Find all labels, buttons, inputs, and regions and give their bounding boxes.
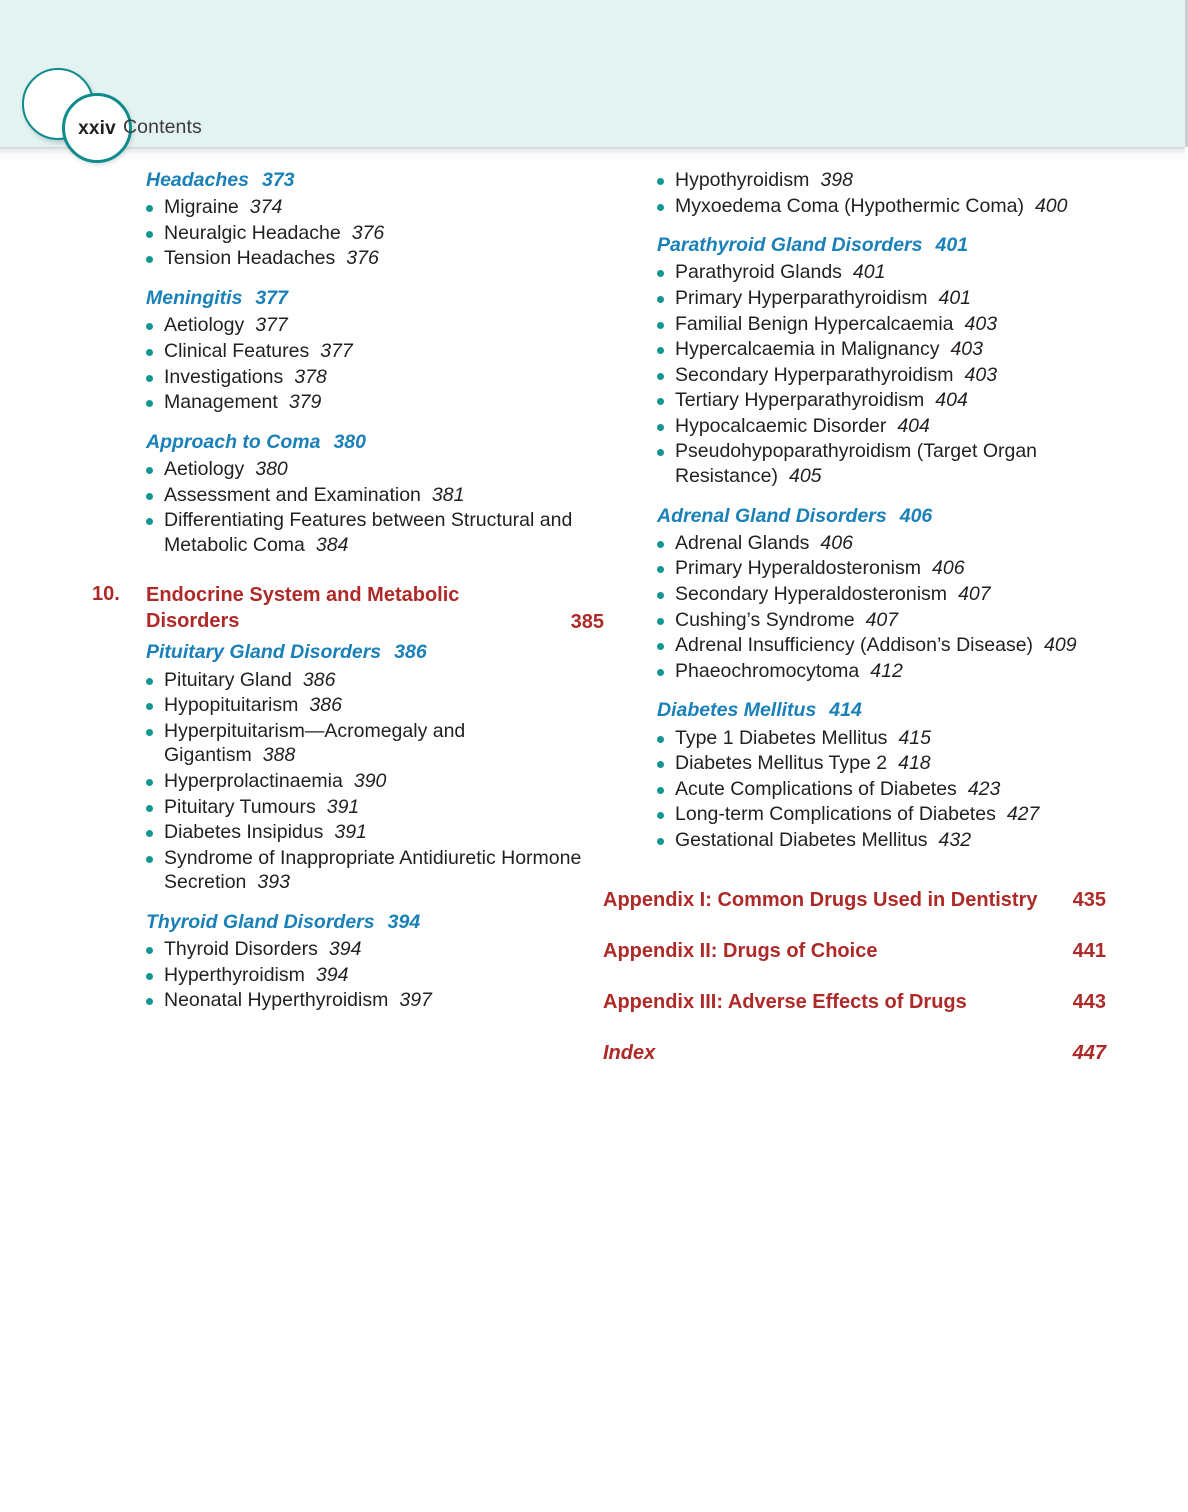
toc-entry-page: 397 — [399, 989, 432, 1012]
index-entry[interactable] — [603, 1041, 1106, 1065]
bullet-icon — [146, 678, 153, 685]
toc-entry-label: Secondary Hyperparathyroidism — [675, 363, 954, 386]
group-items — [603, 531, 1106, 683]
bullet-icon — [146, 998, 153, 1005]
toc-entry[interactable] — [92, 988, 592, 1013]
group-heading — [92, 430, 592, 455]
bullet-icon — [657, 270, 664, 277]
toc-entry-label: Hypopituitarism — [164, 694, 299, 717]
bullet-icon — [657, 761, 664, 768]
toc-entry[interactable] — [603, 168, 1106, 193]
folio-number: xxiv — [78, 117, 116, 139]
toc-entry-label: Tension Headaches — [164, 247, 336, 270]
toc-entry[interactable] — [92, 365, 592, 390]
toc-entry-page: 432 — [938, 828, 972, 851]
toc-entry-label: Thyroid Disorders — [164, 938, 318, 961]
toc-entry-page: 390 — [353, 770, 387, 792]
bullet-icon — [657, 541, 664, 548]
toc-entry-label: Primary Hyperparathyroidism — [675, 287, 928, 310]
group-heading — [603, 233, 1106, 258]
bullet-icon — [146, 518, 153, 525]
toc-entry-page: 403 — [950, 338, 983, 361]
group-heading-label: Approach to Coma — [146, 430, 321, 453]
toc-entry-page: 412 — [870, 659, 903, 682]
toc-entry-page: 401 — [852, 261, 886, 284]
toc-entry[interactable] — [92, 246, 592, 271]
toc-entry[interactable] — [603, 260, 1106, 285]
toc-entry[interactable] — [92, 390, 592, 415]
group-heading-label: Diabetes Mellitus — [657, 699, 817, 722]
toc-entry[interactable] — [603, 337, 1106, 362]
toc-entry-page: 406 — [932, 557, 965, 580]
toc-entry[interactable] — [92, 846, 592, 895]
group-items — [92, 668, 592, 895]
group-heading — [603, 504, 1106, 529]
group-heading-page: 386 — [394, 641, 427, 664]
toc-entry-label: Diabetes Mellitus Type 2 — [675, 752, 888, 775]
toc-entry-label: Pituitary Tumours — [164, 795, 316, 818]
toc-entry-page: 376 — [346, 247, 379, 270]
toc-entry-label: Hyperprolactinaemia — [164, 770, 343, 792]
group-heading-page: 406 — [899, 504, 933, 527]
bullet-icon — [146, 256, 153, 263]
bullet-icon — [146, 856, 153, 863]
toc-entry-label: Adrenal Insufficiency (Addison’s Disease) — [675, 634, 1034, 657]
bullet-icon — [146, 323, 153, 330]
toc-entry-page: 391 — [334, 821, 367, 844]
toc-entry[interactable] — [92, 457, 592, 482]
bullet-icon — [146, 779, 153, 786]
appendix-list — [603, 888, 1106, 1065]
toc-entry[interactable] — [603, 414, 1106, 439]
toc-entry-page: 377 — [320, 339, 353, 362]
chapter-title: Endocrine System and Metabolic Disorders — [146, 584, 460, 632]
toc-entry-page: 415 — [898, 726, 931, 749]
toc-entry[interactable] — [92, 719, 592, 768]
toc-entry-label: Long-term Complications of Diabetes — [675, 803, 996, 826]
group-items — [603, 168, 1106, 218]
bullet-icon — [657, 398, 664, 405]
toc-entry-label: Familial Benign Hypercalcaemia — [675, 312, 954, 335]
toc-entry-label: Hypercalcaemia in Malignancy — [675, 338, 940, 361]
toc-entry[interactable] — [603, 312, 1106, 337]
bullet-icon — [657, 322, 664, 329]
toc-entry[interactable] — [603, 802, 1106, 827]
toc-entry[interactable] — [603, 751, 1106, 776]
bullet-icon — [146, 349, 153, 356]
bullet-icon — [657, 204, 664, 211]
toc-entry[interactable] — [603, 777, 1106, 802]
folio-circle — [62, 93, 132, 163]
group-items — [92, 313, 592, 414]
toc-entry-page: 418 — [898, 752, 931, 775]
appendix-page: 435 — [1072, 889, 1106, 912]
toc-entry[interactable] — [603, 439, 1106, 488]
toc-entry[interactable] — [92, 221, 592, 246]
toc-entry[interactable] — [92, 693, 592, 718]
bullet-icon — [657, 787, 664, 794]
bullet-icon — [146, 703, 153, 710]
group-items — [92, 195, 592, 271]
toc-entry[interactable] — [603, 531, 1106, 556]
bullet-icon — [146, 830, 153, 837]
toc-entry[interactable] — [92, 668, 592, 693]
toc-entry-page: 394 — [315, 963, 349, 986]
bullet-icon — [146, 375, 153, 382]
toc-entry[interactable] — [92, 339, 592, 364]
toc-entry-label: Neuralgic Headache — [164, 221, 341, 244]
group-heading-label: Pituitary Gland Disorders — [146, 641, 382, 664]
toc-entry[interactable] — [92, 195, 592, 220]
index-title: Index — [603, 1042, 656, 1065]
toc-entry-page: 386 — [302, 668, 336, 691]
group-items — [603, 726, 1106, 853]
bullet-icon — [146, 467, 153, 474]
bullet-icon — [657, 178, 664, 185]
toc-entry-label: Neonatal Hyperthyroidism — [164, 989, 389, 1012]
toc-entry[interactable] — [603, 633, 1106, 658]
toc-entry-page: 400 — [1034, 194, 1068, 217]
toc-entry-label: Hyperpituitarism—Acromegaly and Gigantism — [164, 719, 466, 767]
toc-entry-page: 377 — [255, 314, 288, 337]
toc-entry-label: Migraine — [164, 196, 239, 219]
page-title: Contents — [123, 116, 202, 138]
toc-entry-page: 423 — [967, 777, 1001, 800]
toc-entry-page: 403 — [964, 363, 998, 386]
toc-entry[interactable] — [92, 483, 592, 508]
toc-entry[interactable] — [603, 582, 1106, 607]
toc-entry-page: 388 — [262, 744, 296, 767]
toc-entry[interactable] — [92, 795, 592, 820]
right-column — [603, 168, 1106, 1092]
bullet-icon — [657, 643, 664, 650]
appendix-page: 443 — [1072, 991, 1106, 1014]
group-heading-page: 414 — [829, 699, 862, 722]
toc-entry[interactable] — [92, 313, 592, 338]
group-heading — [603, 698, 1106, 723]
toc-entry-page: 374 — [249, 196, 283, 219]
toc-entry-label: Tertiary Hyperparathyroidism — [675, 389, 925, 412]
toc-entry-page: 404 — [935, 389, 968, 412]
toc-entry-label: Aetiology — [164, 457, 245, 480]
bullet-icon — [657, 618, 664, 625]
toc-entry-label: Acute Complications of Diabetes — [675, 777, 957, 800]
toc-entry-page: 401 — [938, 287, 972, 310]
appendix-entry[interactable] — [603, 888, 1106, 912]
toc-entry[interactable] — [603, 194, 1106, 219]
toc-entry-label: Gestational Diabetes Mellitus — [675, 828, 928, 851]
toc-entry-page: 403 — [964, 312, 998, 335]
toc-entry-page: 386 — [309, 694, 342, 717]
group-heading-label: Parathyroid Gland Disorders — [657, 234, 923, 257]
toc-entry-page: 381 — [431, 483, 465, 506]
toc-entry[interactable] — [603, 388, 1106, 413]
toc-entry-label: Differentiating Features between Structural and Metabolic Coma — [164, 509, 573, 556]
toc-entry-page: 378 — [294, 365, 327, 388]
bullet-icon — [146, 947, 153, 954]
toc-entry-label: Assessment and Examination — [164, 483, 421, 506]
group-heading-page: 373 — [261, 169, 295, 191]
appendix-title: Appendix I: Common Drugs Used in Dentistry — [603, 889, 1038, 912]
toc-entry-page: 394 — [328, 938, 362, 961]
toc-entry-label: Pseudohypoparathyroidism (Target Organ Resistance) — [675, 440, 1038, 487]
group-heading-label: Thyroid Gland Disorders — [146, 910, 375, 933]
chapter-number: 10. — [92, 583, 120, 606]
toc-entry-label: Hyperthyroidism — [164, 963, 305, 986]
toc-entry-label: Secondary Hyperaldosteronism — [675, 583, 948, 605]
appendix-title: Appendix II: Drugs of Choice — [603, 940, 878, 963]
group-heading-page: 394 — [387, 910, 421, 933]
toc-entry-label: Hypothyroidism — [675, 169, 810, 191]
toc-entry[interactable] — [92, 937, 592, 962]
toc-entry-label: Type 1 Diabetes Mellitus — [675, 726, 888, 749]
group-heading — [92, 640, 592, 665]
bullet-icon — [146, 973, 153, 980]
group-heading-label: Meningitis — [146, 287, 243, 310]
toc-entry-label: Syndrome of Inappropriate Antidiuretic Hormone Secretion — [164, 846, 582, 894]
appendix-page: 441 — [1072, 940, 1106, 963]
left-column — [92, 168, 604, 1014]
toc-entry-label: Hypocalcaemic Disorder — [675, 414, 887, 437]
toc-entry-page: 398 — [820, 169, 853, 191]
appendix-title: Appendix III: Adverse Effects of Drugs — [603, 991, 967, 1014]
bullet-icon — [657, 347, 664, 354]
group-heading-page: 377 — [255, 287, 288, 310]
toc-entry[interactable] — [603, 828, 1106, 853]
index-page: 447 — [1072, 1042, 1106, 1065]
toc-entry-page: 391 — [326, 795, 360, 818]
toc-entry[interactable] — [92, 820, 592, 845]
toc-entry-label: Phaeochromocytoma — [675, 659, 860, 682]
toc-entry-label: Myxoedema Coma (Hypothermic Coma) — [675, 194, 1024, 217]
bullet-icon — [146, 205, 153, 212]
toc-entry-label: Primary Hyperaldosteronism — [675, 557, 921, 580]
bullet-icon — [146, 493, 153, 500]
chapter-entry[interactable] — [92, 583, 604, 634]
group-heading-page: 401 — [935, 234, 969, 257]
group-items — [92, 457, 592, 557]
bullet-icon — [657, 838, 664, 845]
toc-entry-page: 384 — [315, 533, 349, 556]
bullet-icon — [146, 231, 153, 238]
bullet-icon — [657, 736, 664, 743]
toc-entry-label: Diabetes Insipidus — [164, 821, 324, 844]
toc-entry-page: 379 — [288, 391, 322, 414]
chapter-page: 385 — [570, 611, 604, 634]
toc-entry[interactable] — [603, 726, 1106, 751]
toc-entry-page: 376 — [351, 221, 385, 244]
toc-entry-label: Adrenal Glands — [675, 531, 810, 554]
toc-entry-label: Management — [164, 391, 278, 414]
toc-entry-page: 406 — [820, 531, 853, 554]
appendix-entry[interactable] — [603, 990, 1106, 1014]
toc-entry-label: Pituitary Gland — [164, 668, 292, 691]
toc-entry[interactable] — [603, 556, 1106, 581]
bullet-icon — [146, 400, 153, 407]
toc-entry-page: 405 — [788, 464, 822, 487]
toc-entry-label: Cushing’s Syndrome — [675, 608, 855, 631]
group-heading-label: Headaches — [146, 169, 249, 191]
bullet-icon — [657, 449, 664, 456]
bullet-icon — [657, 296, 664, 303]
group-heading-label: Adrenal Gland Disorders — [657, 504, 887, 527]
appendix-entry[interactable] — [603, 939, 1106, 963]
toc-entry-page: 427 — [1006, 803, 1040, 826]
group-heading-page: 380 — [333, 430, 366, 453]
toc-entry[interactable] — [603, 608, 1106, 633]
toc-entry-label: Aetiology — [164, 314, 245, 337]
toc-entry-page: 407 — [865, 608, 899, 631]
toc-entry-label: Clinical Features — [164, 339, 310, 362]
bullet-icon — [146, 805, 153, 812]
bullet-icon — [657, 424, 664, 431]
toc-entry[interactable] — [603, 659, 1106, 684]
toc-entry-page: 409 — [1044, 634, 1077, 657]
group-items — [92, 937, 592, 1013]
bullet-icon — [146, 729, 153, 736]
bullet-icon — [657, 669, 664, 676]
toc-entry[interactable] — [92, 508, 592, 557]
toc-entry-page: 393 — [257, 871, 290, 894]
toc-entry-page: 380 — [255, 457, 288, 480]
toc-entry[interactable] — [603, 363, 1106, 388]
toc-entry[interactable] — [92, 963, 592, 988]
toc-entry[interactable] — [92, 769, 592, 794]
toc-entry-label: Parathyroid Glands — [675, 261, 842, 284]
toc-entry-page: 407 — [958, 583, 991, 605]
bullet-icon — [657, 592, 664, 599]
toc-entry-page: 404 — [897, 414, 930, 437]
toc-entry[interactable] — [603, 286, 1106, 311]
group-heading — [92, 168, 592, 193]
group-heading — [92, 286, 592, 311]
header-shadow — [0, 147, 1185, 163]
bullet-icon — [657, 566, 664, 573]
group-heading — [92, 910, 592, 935]
toc-entry-label: Investigations — [164, 365, 284, 388]
bullet-icon — [657, 373, 664, 380]
bullet-icon — [657, 812, 664, 819]
group-items — [603, 260, 1106, 488]
